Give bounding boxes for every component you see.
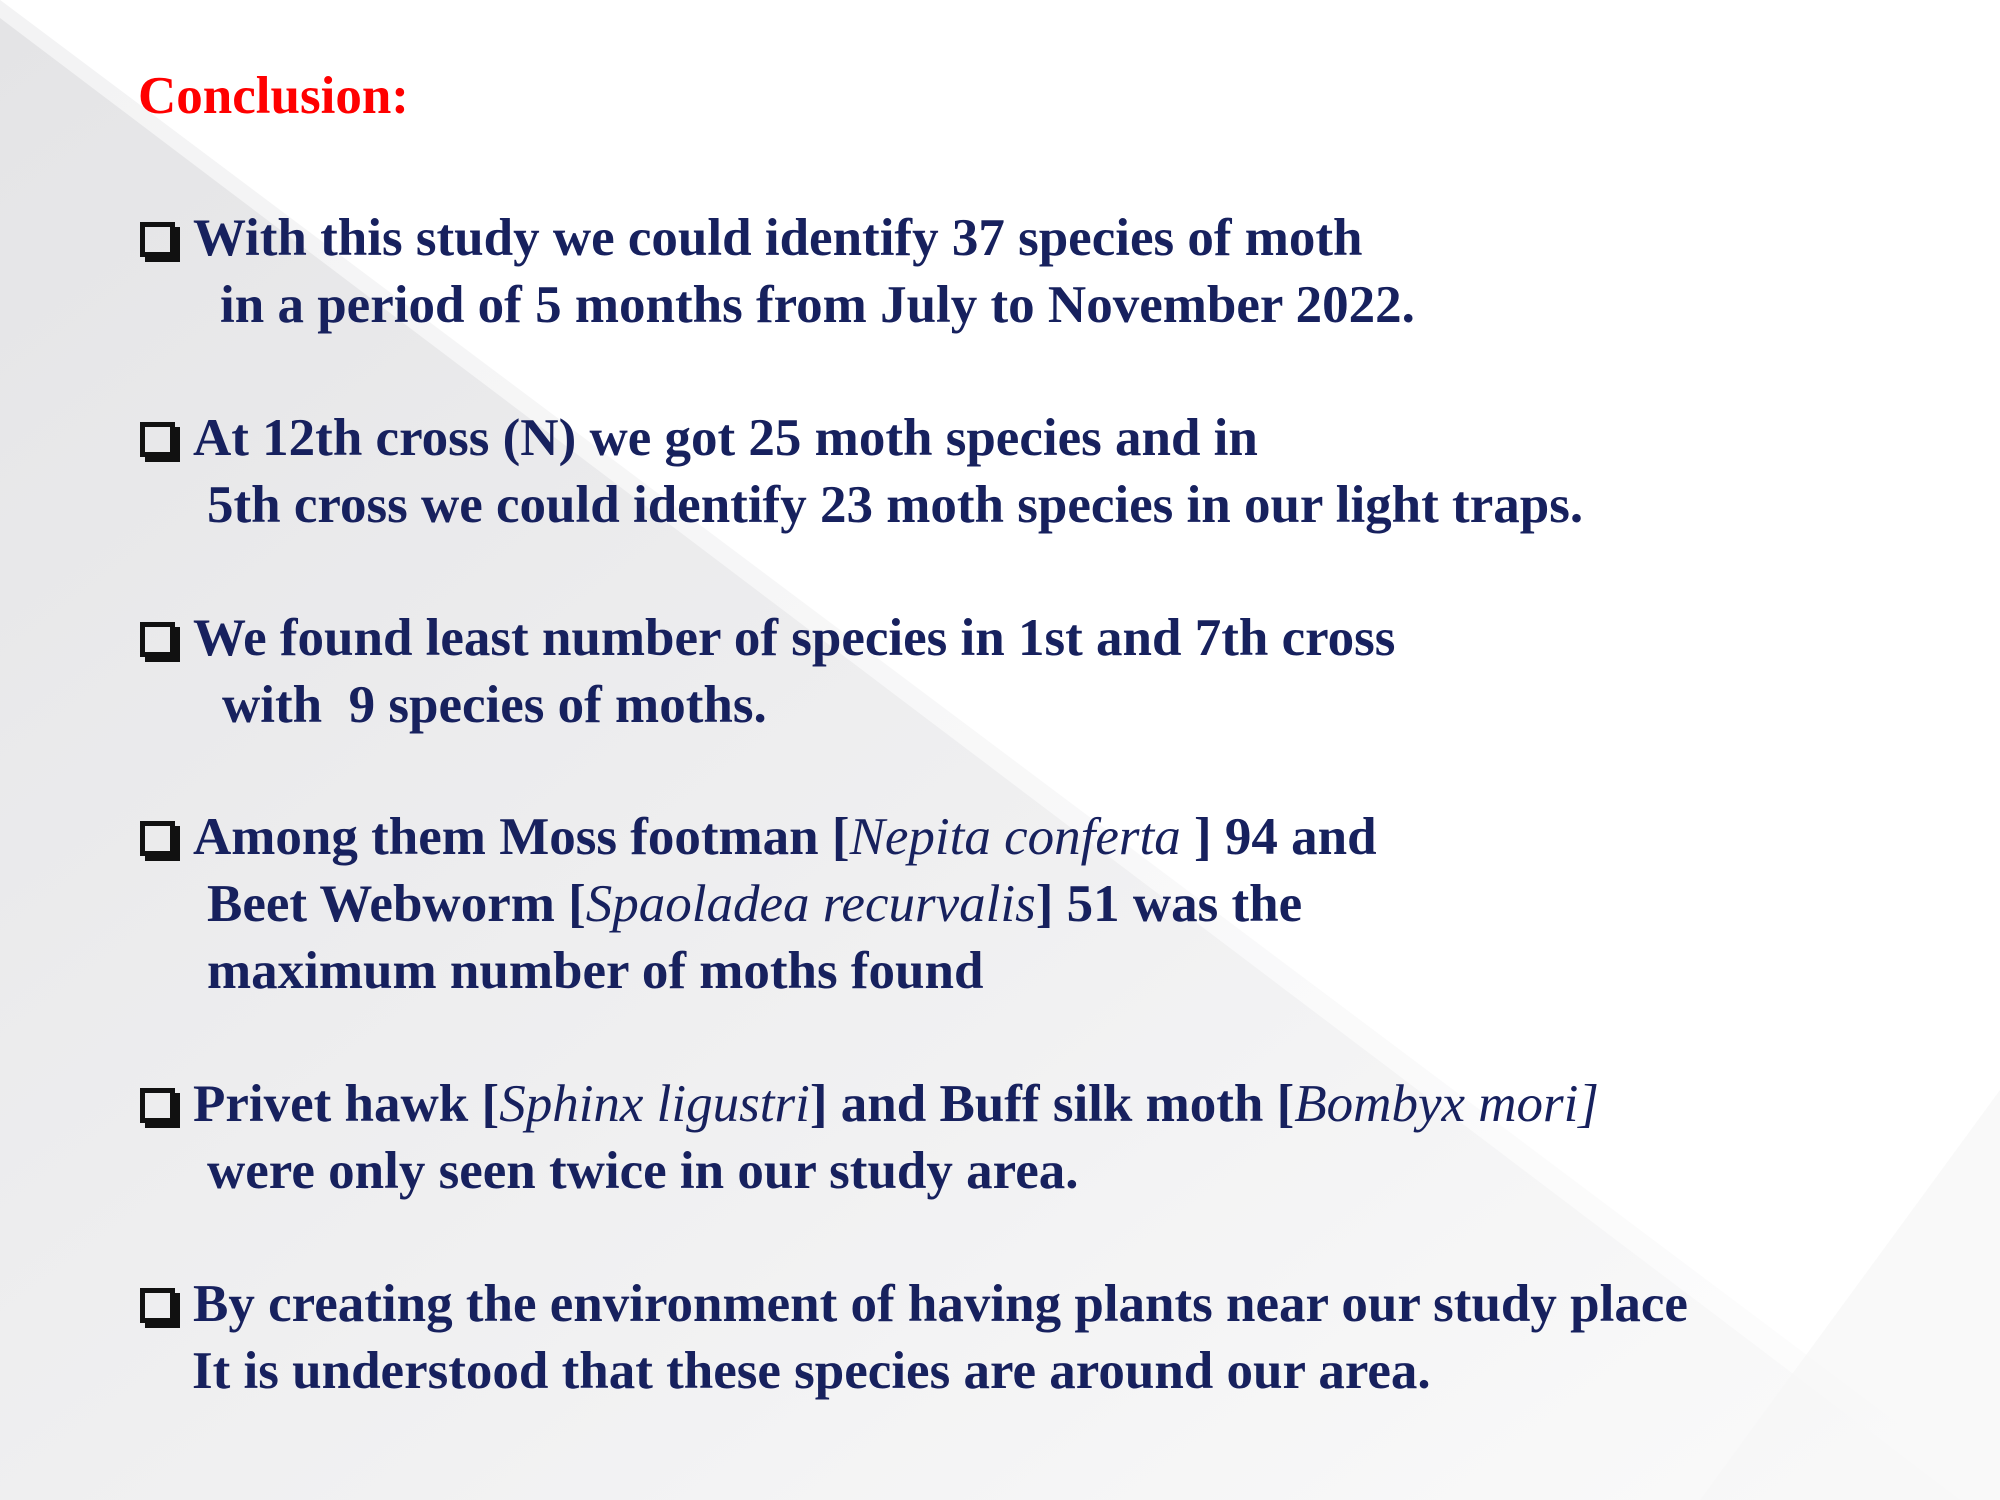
conclusion-bullet-5 [140, 1071, 1599, 1205]
checkbox-icon [140, 222, 175, 257]
bullet-text: ] and Buff silk moth [ [809, 1075, 1295, 1133]
bullet-text: with 9 species of moths. [222, 676, 767, 734]
conclusion-bullet-3 [140, 605, 1395, 739]
scientific-name: Bombyx mori] [1294, 1075, 1599, 1133]
bullet-text: were only seen twice in our study area. [207, 1142, 1079, 1200]
checkbox-icon [140, 622, 175, 657]
bullet-text: ] 51 was the [1035, 875, 1303, 933]
bullet-text: Beet Webworm [ [207, 875, 586, 933]
bullet-text: It is understood that these species are around our area. [192, 1342, 1431, 1400]
checkbox-icon [140, 821, 175, 856]
conclusion-bullet-1 [140, 205, 1415, 339]
conclusion-bullet-6 [140, 1271, 1688, 1405]
bullet-text: in a period of 5 months from July to November 2022. [220, 276, 1415, 334]
checkbox-icon [140, 1288, 175, 1323]
bullet-text: Among them Moss footman [ [193, 808, 850, 866]
bullet-text: By creating the environment of having plants near our study place [193, 1275, 1688, 1333]
scientific-name: Sphinx ligustri [499, 1075, 810, 1133]
bullet-text: With this study we could identify 37 species of moth [193, 209, 1363, 267]
scientific-name: Nepita conferta [849, 808, 1195, 866]
bullet-text: At 12th cross (N) we got 25 moth species and in [193, 409, 1258, 467]
conclusion-bullet-2 [140, 405, 1583, 539]
bullet-text: We found least number of species in 1st and 7th cross [193, 609, 1396, 667]
checkbox-icon [140, 422, 175, 457]
conclusion-bullet-4 [140, 804, 1377, 1005]
checkbox-icon [140, 1088, 175, 1123]
bullet-text: 5th cross we could identify 23 moth species in our light traps. [207, 476, 1584, 534]
bullet-text: ] 94 and [1194, 808, 1377, 866]
bullet-text: maximum number of moths found [207, 942, 984, 1000]
scientific-name: Spaoladea recurvalis [585, 875, 1036, 933]
slide-title: Conclusion: [138, 67, 409, 125]
bullet-text: Privet hawk [ [193, 1075, 500, 1133]
